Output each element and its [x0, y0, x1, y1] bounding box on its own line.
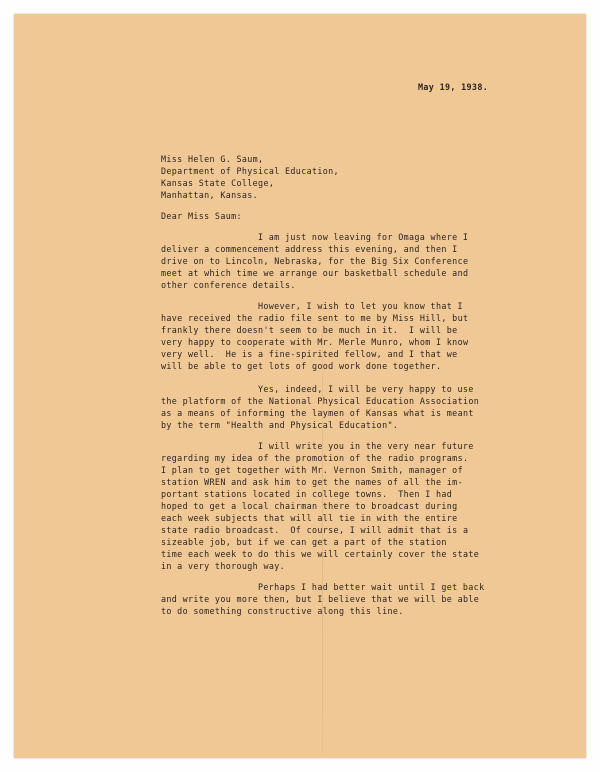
body-line: very happy to cooperate with Mr. Merle Munro, whom I know [161, 337, 469, 347]
body-line: will be able to get lots of good work done together. [161, 361, 442, 371]
body-line: Perhaps I had better wait until I get back [258, 582, 485, 592]
address-line: Manhattan, Kansas. [161, 190, 259, 200]
body-line: the platform of the National Physical Education Association [161, 396, 480, 406]
body-line: regarding my idea of the promotion of the radio programs. [161, 453, 469, 463]
body-line: Yes, indeed, I will be very happy to use [258, 384, 474, 394]
address-line: Miss Helen G. Saum, [161, 154, 264, 164]
body-line: state radio broadcast. Of course, I will admit that is a [161, 525, 469, 535]
body-line: I will write you in the very near future [258, 441, 474, 451]
body-line: I plan to get together with Mr. Vernon Smith, manager of [161, 465, 463, 475]
body-line: have received the radio file sent to me by Miss Hill, but [161, 313, 469, 323]
body-line: I am just now leaving for Omaga where I [258, 232, 469, 242]
body-line: deliver a commencement address this evening, and then I [161, 244, 458, 254]
body-line: time each week to do this we will certainly cover the state [161, 549, 480, 559]
body-line: each week subjects that will all tie in with the entire [161, 513, 458, 523]
body-line: and write you more then, but I believe that we will be able [161, 594, 480, 604]
body-line: portant stations located in college towns. Then I had [161, 489, 453, 499]
body-line: sizeable job, but if we can get a part of the station [161, 537, 447, 547]
body-line: However, I wish to let you know that I [258, 301, 463, 311]
salutation: Dear Miss Saum: [161, 211, 242, 221]
address-line: Kansas State College, [161, 178, 275, 188]
body-line: very well. He is a fine-spirited fellow, and I that we [161, 349, 458, 359]
body-line: as a means of informing the laymen of Kansas what is meant [161, 408, 474, 418]
body-line: meet at which time we arrange our basketball schedule and [161, 268, 469, 278]
body-line: station WREN and ask him to get the names of all the im- [161, 477, 463, 487]
body-line: hoped to get a local chairman there to broadcast during [161, 501, 458, 511]
body-line: frankly there doesn't seem to be much in it. I will be [161, 325, 458, 335]
address-line: Department of Physical Education, [161, 166, 339, 176]
body-line: in a very thorough way. [161, 561, 286, 571]
body-line: other conference details. [161, 280, 296, 290]
body-line: drive on to Lincoln, Nebraska, for the Big Six Conference [161, 256, 469, 266]
body-line: to do something constructive along this line. [161, 606, 404, 616]
body-line: by the term "Health and Physical Education". [161, 420, 399, 430]
letter-date: May 19, 1938. [418, 82, 489, 92]
